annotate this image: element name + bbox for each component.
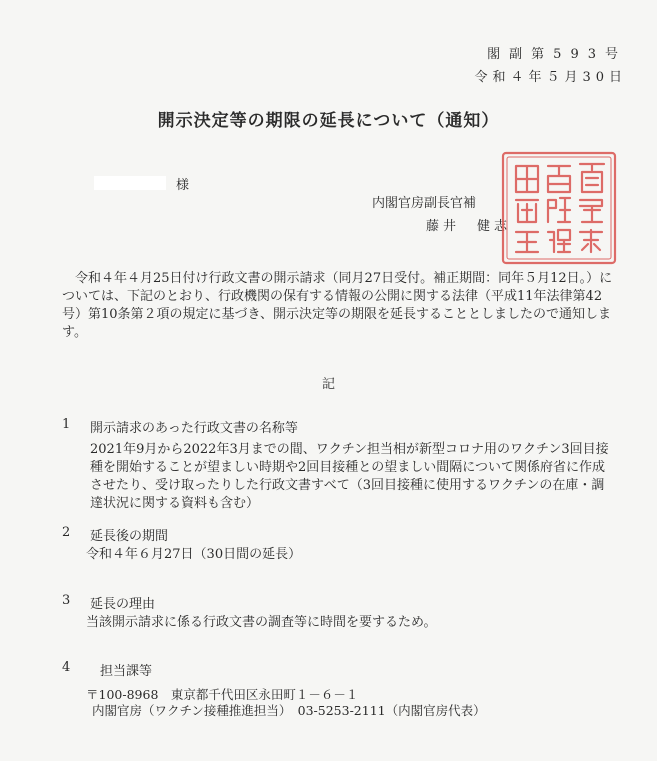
recipient-honorific: 様 bbox=[176, 178, 190, 193]
section-4-heading: 担当課等 bbox=[100, 664, 153, 679]
redacted-recipient-name bbox=[94, 176, 166, 190]
sender-name: 藤井 健志 bbox=[426, 219, 512, 234]
document-date: 令和４年５月30日 bbox=[474, 70, 627, 85]
document-title: 開示決定等の期限の延長について（通知） bbox=[157, 111, 500, 131]
section-4-address: 〒100-8968 東京都千代田区永田町１－６－１ bbox=[86, 687, 359, 702]
official-seal bbox=[500, 150, 618, 266]
section-4-number: 4 bbox=[62, 660, 71, 675]
section-1-content: 2021年9月から2022年3月までの間、ワクチン担当相が新型コロナ用のワクチン3回目接種を開始することが望ましい時期や2回目接種との望ましい間隔について関係府省に作成させたり、受け取ったりした行政文書すべて（3回目接種に使用するワクチンの在庫・調達状況に関する資料も含む） bbox=[90, 442, 609, 511]
section-2-content: 令和４年６月27日（30日間の延長） bbox=[86, 547, 302, 562]
section-1-heading: 開示請求のあった行政文書の名称等 bbox=[90, 421, 298, 436]
section-3-content: 当該開示請求に係る行政文書の調査等に時間を要するため。 bbox=[86, 615, 437, 630]
section-2-number: 2 bbox=[62, 525, 71, 540]
section-3-number: 3 bbox=[62, 593, 71, 608]
section-4-office: 内閣官房（ワクチン接種推進担当） 03-5253-2111（内閣官房代表） bbox=[92, 703, 486, 718]
ki-marker: 記 bbox=[321, 377, 335, 392]
section-1-number: 1 bbox=[62, 417, 71, 432]
section-2-heading: 延長後の期間 bbox=[90, 529, 169, 544]
sender-title: 内閣官房副長官補 bbox=[372, 196, 477, 211]
section-3-heading: 延長の理由 bbox=[90, 597, 156, 612]
document-number: 閣副第593号 bbox=[487, 47, 627, 62]
body-paragraph: 令和４年４月25日付け行政文書の開示請求（同月27日受付。補正期間：同年５月12日。）については、下記のとおり、行政機関の保有する情報の公開に関する法律（平成11年法律第42号）第10条第２項の規定に基づき、開示決定等の期限を延長することとしましたので通知します。 bbox=[62, 271, 613, 340]
